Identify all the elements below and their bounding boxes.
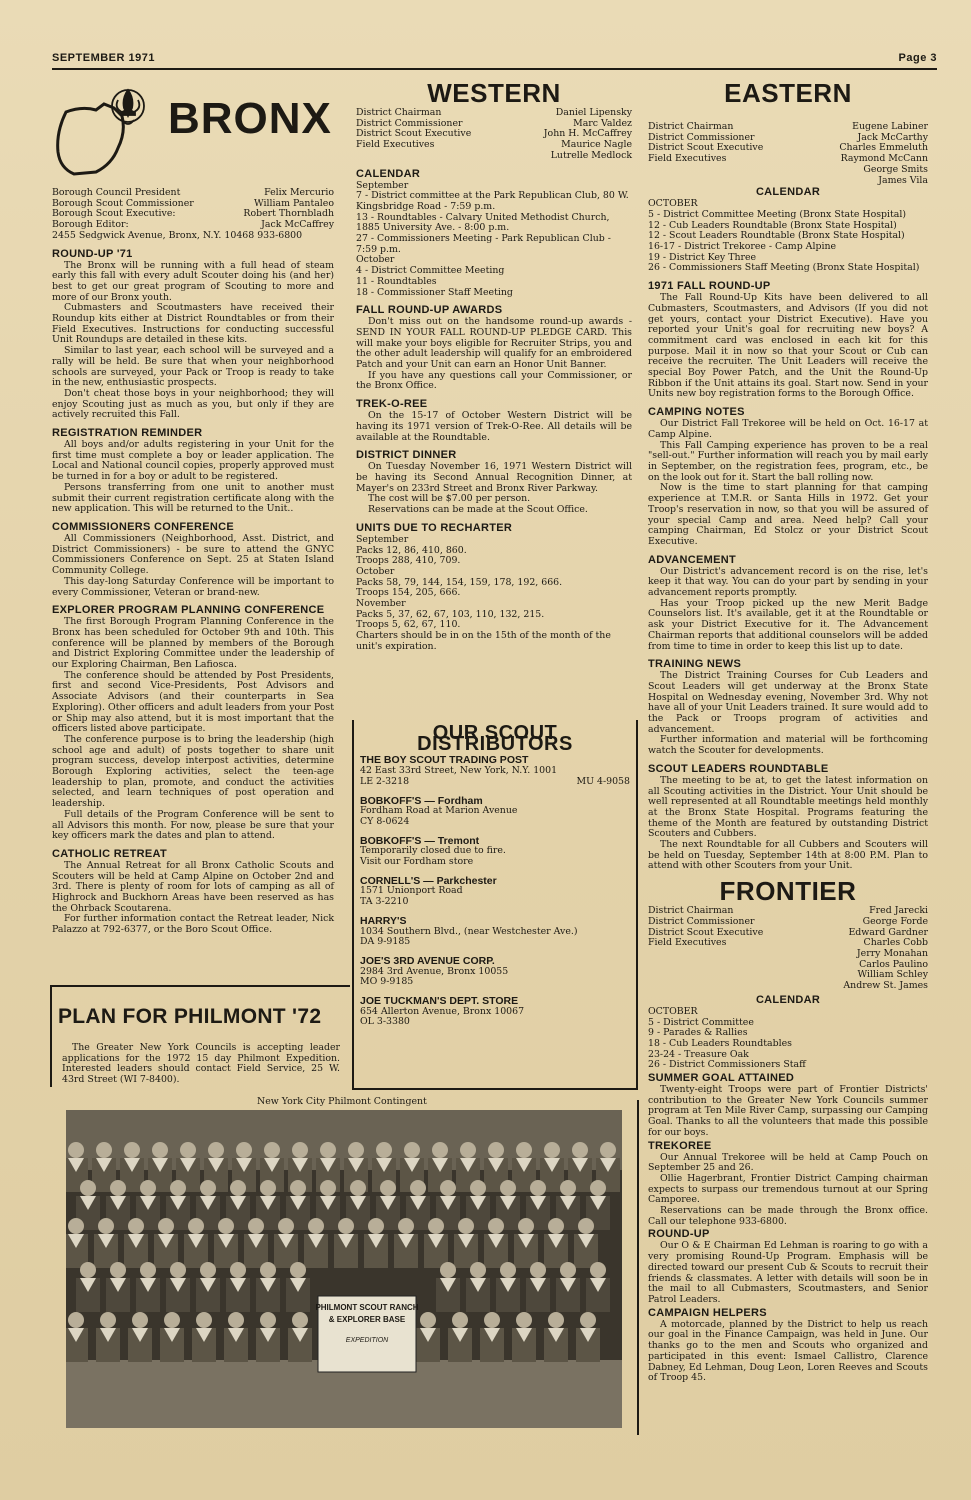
- explorer-paragraph: The conference purpose is to bring the leadership (high school age and adult) of posts together to share unit program success, develop interpost activities, determine Borough Exploring activities, select the teen-age leadership to plan, promote, and conduct the activities selected, and learn techniques of post operation and leadership.: [52, 733, 334, 810]
- trekoree-paragraph: On the 15-17 of October Western District will be having its 1971 version of Trek-O-Ree. All details will be available at the Roundtable.: [356, 410, 632, 443]
- officer-row: Borough Council President Felix Mercurio: [52, 187, 334, 198]
- camping-paragraph: Now is the time to start planning for that camping experience at T.M.R. or Santa Hills in 1972. Get your Troop's reservation in now, so that you will be assured of your special Camp and area. Need help? Call your camping Chairman, Ed Stolcz or your District Scout Executive.: [648, 482, 928, 547]
- explorer-paragraph: The first Borough Program Planning Conference in the Bronx has been scheduled for October 9th and 10th. This conference will be planned by members of the Borough and District Exploring Committee under the leadership of our Exploring Chairman, Ben Lafiosca.: [52, 616, 334, 671]
- frontier-roundup-paragraph: Our O & E Chairman Ed Lehman is roaring to go with a very promising Round-Up Program. Emphasis will be directed toward our present Cub & Scouts to recruit their friends & classmates. A letter with details will soon be in the mail to all Cubmasters, Scoutmasters, and Senior Patrol Leaders.: [648, 1240, 928, 1305]
- campaign-helpers-paragraph: A motorcade, planned by the District to help us reach our goal in the Finance Campaign, was held in June. Our thanks go to the men and Scouts who organized and participated in this event: Ismael Callistro, Clarence Dabney, Ed Lehman, Doug Leon, Loren Reeves and Scouts of Troop 45.: [648, 1318, 928, 1384]
- store-entry: JOE TUCKMAN'S DEPT. STORE 654 Allerton Avenue, Bronx 10067 OL 3-3380: [360, 995, 525, 1028]
- bronx-column: [52, 78, 334, 936]
- campaign-helpers-heading: CAMPAIGN HELPERS: [648, 1306, 767, 1319]
- dinner-paragraph: The cost will be $7.00 per person.: [368, 493, 531, 505]
- district-dinner-heading: DISTRICT DINNER: [356, 449, 457, 462]
- western-calendar-heading: CALENDAR: [356, 167, 421, 180]
- store-entry: THE BOY SCOUT TRADING POST 42 East 33rd Street, New York, N.Y. 1001 LE 2-3218 MU 4-9058: [360, 754, 630, 787]
- advancement-heading: ADVANCEMENT: [648, 553, 737, 566]
- roundup-paragraph: Don't cheat those boys in your neighborhood; they will enjoy Scouting just as much as you, but only if they are actively recruited this Fall.: [52, 387, 334, 421]
- camping-paragraph: This Fall Camping experience has proven to be a real "sell-out." Further information will reach you by mail early in September, on the registration fees, program, etc., be on the look out for it. Start the ball rolling now.: [648, 439, 928, 483]
- bronx-officers: [52, 188, 334, 242]
- roundtable-heading: SCOUT LEADERS ROUNDTABLE: [648, 762, 829, 775]
- philmont-text: The Greater New York Councils is accepting leader applications for the 1972 15 day Philmont Expedition. Interested leaders should contact Field Service, 25 W. 43rd Street (WI 7-8400).: [62, 1042, 340, 1086]
- group-photo: [66, 1110, 622, 1428]
- roundup-paragraph: The Bronx will be running with a full head of steam early this fall with every adult Scouter doing his (and her) best to get our great program of Scouting to more and more of our Bronx youth.: [52, 259, 334, 303]
- roundtable-paragraph: The meeting to be at, to get the latest information on all Scouting activities in the District. Your Unit should be well represented at all Roundtable meetings held monthly at the Bronx State Hospital. Programs featuring the theme of the Month are featured by outstanding District Scouters and Cubbers.: [648, 774, 928, 840]
- eastern-calendar-heading: CALENDAR: [755, 186, 821, 199]
- store-entry: JOE'S 3RD AVENUE CORP. 2984 3rd Avenue, Bronx 10055 MO 9-9185: [360, 954, 509, 988]
- advancement-paragraph: Has your Troop picked up the new Merit Badge Counselors list. It's available, get it at the Roundtable or ask your District Executive for it. The Advancement Chairman reports that additional counselors will be added from time to time in order to keep this list up to date.: [648, 597, 928, 652]
- commissioners-paragraph: All Commissioners (Neighborhood, Asst. District, and District Commissioners) - be sure to attend the GNYC Commissioners Conference on Sept. 25 at Staten Island Community College.: [52, 532, 334, 577]
- sign-line-2: & EXPLORER BASE: [328, 1315, 406, 1324]
- frontier-trekoree-heading: TREKOREE: [648, 1139, 712, 1152]
- registration-paragraph: Persons transferring from one unit to another must submit their current registration certificate along with the new application. This will be returned to the Unit..: [52, 481, 334, 515]
- frontier-trekoree-paragraph: Ollie Hagerbrant, Frontier District Camping chairman expects to surpass our tremendous turnout at our Spring Camporee.: [648, 1172, 928, 1206]
- registration-paragraph: All boys and/or adults registering in your Unit for the first time must complete a boy or leader application. The Local and National council copies, properly approved must be turned in for a boy or adult to be registered.: [52, 439, 334, 483]
- eastern-roundup-paragraph: The Fall Round-Up Kits have been delivered to all Cubmasters, Scoutmasters, and Advisors (If you did not get yours, contact your District Executive). Have you reported your Unit's goal for recruiting new boys? A commitment card was enclosed in each kit for this purpose. Mail it in now so that your Scout or Cub can receive the recruiter. The Unit Leaders will receive the special Boy Power Patch, and the Unit the Round-Up Ribbon if the Unit attains its goal. Start now. Send in your Units new boy registration forms to the Borough Office.: [648, 292, 928, 400]
- column-rule: [637, 1100, 639, 1435]
- page-header: [52, 52, 937, 70]
- frontier-roster: District Chairman District Commissioner District Scout Executive Field Executives Fred Jarecki George Forde Edward Gardner Charles Cobb Jerry Monahan Carlos Paulino William Schley Andrew St. James: [648, 905, 928, 992]
- bronx-title: BRONX: [168, 94, 332, 143]
- officer-row: Borough Editor: Jack McCaffrey: [52, 219, 334, 231]
- roundup-paragraph: Cubmasters and Scoutmasters have received their Roundup kits either at District Roundtables or from their Field Executives. Instructions for conducting successful Unit Roundups are detailed in these kits.: [52, 302, 334, 346]
- page-number: Page 3: [898, 52, 937, 64]
- frontier-roundup-heading: ROUND-UP: [648, 1228, 710, 1241]
- store-entry: HARRY'S 1034 Southern Blvd., (near Westchester Ave.) DA 9-9185: [360, 914, 578, 948]
- bronx-masthead: [52, 78, 334, 188]
- roundup-paragraph: Similar to last year, each school will be surveyed and a rally will be held. Be sure that when your neighborhood schools are surveyed, your Pack or Troop is ready to take in the new, enthusiastic prospects.: [52, 345, 334, 389]
- fall-awards-paragraph: If you have any questions call your Commissioner, or the Bronx Office.: [356, 369, 632, 392]
- photo-caption: New York City Philmont Contingent: [257, 1096, 427, 1107]
- training-paragraph: The District Training Courses for Cub Leaders and Scout Leaders will get underway at the Bronx State Hospital on Wednesday evening, November 3rd. Why not have all of your Unit Leaders trained. It sure would add to the Pack or Troops program of activities and advancement.: [648, 670, 928, 735]
- eastern-calendar: OCTOBER 5 - District Committee Meeting (Bronx State Hospital) 12 - Cub Leaders Roundtable (Bronx State Hospital) 12 - Scout Leaders Roundtable (Bronx State Hospital) 16-17 - District Trekoree - Camp Alpine 19 - District Key Three 26 - Commissioners Staff Meeting (Bronx State Hospital): [648, 198, 920, 274]
- frontier-calendar-heading: CALENDAR: [755, 993, 821, 1006]
- distributors-box: [352, 720, 638, 1090]
- explorer-paragraph: The conference should be attended by Post Presidents, first and second Vice-Presidents, Post Advisors and Associate Advisors (and their counterparts in Sea Exploring). Other officers and adult leaders from your Post or Ship may also attend, but it is most important that the officers listed above participate.: [52, 669, 334, 735]
- trekoree-heading: TREK-O-REE: [356, 398, 428, 411]
- roundup-heading: ROUND-UP '71: [52, 247, 133, 260]
- catholic-paragraph: For further information contact the Retreat leader, Nick Palazzo at 792-6377, or the Boro Scout Office.: [52, 913, 334, 936]
- frontier-calendar: OCTOBER 5 - District Committee 9 - Parades & Rallies 18 - Cub Leaders Roundtables 23-24 - Treasure Oak 26 - District Commissioners Staff: [648, 1005, 806, 1071]
- training-heading: TRAINING NEWS: [648, 658, 742, 671]
- advancement-paragraph: Our District's advancement record is on the rise, let's keep it that way. You can do your part by sending in your advancement reports promptly.: [648, 565, 928, 599]
- officer-row: Borough Scout Commissioner William Pantaleo: [52, 197, 334, 209]
- recharter-heading: UNITS DUE TO RECHARTER: [356, 521, 513, 534]
- bronx-map-fleur-de-lis-icon: [52, 82, 162, 182]
- commissioners-heading: COMMISSIONERS CONFERENCE: [52, 520, 234, 533]
- western-column: [356, 78, 632, 653]
- camping-heading: CAMPING NOTES: [648, 406, 745, 419]
- recharter-list: September Packs 12, 86, 410, 860. Troops 288, 410, 709. October Packs 58, 79, 144, 154, 159, 178, 192, 666. Troops 154, 205, 666. November Packs 5, 37, 62, 67, 103, 110, 132, 215. Troops 5, 62, 67, 110. Charters should be in on the 15th of the month of the unit's expiration.: [356, 533, 611, 652]
- dinner-paragraph: Reservations can be made at the Scout Office.: [368, 504, 588, 516]
- group-photo-image: [66, 1110, 622, 1428]
- issue-date: SEPTEMBER 1971: [52, 52, 155, 64]
- catholic-paragraph: The Annual Retreat for all Bronx Catholic Scouts and Scouters will be held at Camp Alpine on October 2nd and 3rd. There is plenty of room for lots of camping as all of Highrock and Buckhorn Areas have been reserved as has the Ohrback Scoutarena.: [52, 859, 334, 914]
- eastern-title: EASTERN: [724, 78, 852, 108]
- eastern-roundup-heading: 1971 FALL ROUND-UP: [648, 280, 771, 293]
- commissioners-paragraph: This day-long Saturday Conference will be important to every Commissioner, Veteran or brand-new.: [52, 575, 334, 598]
- bronx-address: 2455 Sedgwick Avenue, Bronx, N.Y. 10468 933-6800: [52, 229, 303, 241]
- registration-heading: REGISTRATION REMINDER: [52, 427, 203, 440]
- frontier-trekoree-paragraph: Reservations can be made through the Bronx office. Call our telephone 933-6800.: [648, 1205, 928, 1227]
- eastern-roster: District Chairman District Commissioner District Scout Executive Field Executives Eugene Labiner Jack McCarthy Charles Emmeluth Raymond McCann George Smits James Vila: [648, 121, 928, 186]
- western-roster: District Chairman District Commissioner District Scout Executive Field Executives Daniel Lipensky Marc Valdez John H. McCaffrey Maurice Nagle Lutrelle Medlock: [356, 107, 632, 161]
- store-entry: BOBKOFF'S — Tremont Temporarily closed due to fire. Visit our Fordham store: [360, 834, 506, 868]
- camping-paragraph: Our District Fall Trekoree will be held on Oct. 16-17 at Camp Alpine.: [648, 418, 928, 440]
- officer-row: Borough Scout Executive: Robert Thornbladh: [52, 208, 334, 220]
- explorer-heading: EXPLORER PROGRAM PLANNING CONFERENCE: [52, 604, 325, 617]
- fall-awards-paragraph: Don't miss out on the handsome round-up awards - SEND IN YOUR FALL ROUND-UP PLEDGE CARD. This will make your boys eligible for Recruiter Strips, you and the other adult leadership will qualify for an embroidered Patch and your Unit can earn an Honor Unit Banner.: [356, 316, 632, 371]
- distributors-title: OUR SCOUT DISTRIBUTORS: [417, 722, 573, 755]
- training-paragraph: Further information and material will be forthcoming watch the Scouter for developments.: [648, 734, 928, 757]
- dinner-paragraph: On Tuesday November 16, 1971 Western District will be having its Second Annual Recognition Dinner, at Mayer's on 233rd Street and Bronx River Parkway.: [356, 461, 632, 494]
- explorer-paragraph: Full details of the Program Conference will be sent to all Advisors this month. For now, please be sure that your key officers mark the dates and plan to attend.: [52, 808, 334, 842]
- sign-line-1: PHILMONT SCOUT RANCH: [315, 1303, 419, 1312]
- sign-line-3: EXPEDITION: [345, 1337, 389, 1344]
- eastern-frontier-column: [648, 78, 928, 1384]
- frontier-trekoree-paragraph: Our Annual Trekoree will be held at Camp Pouch on September 25 and 26.: [648, 1151, 928, 1174]
- store-entry: CORNELL'S — Parkchester 1571 Unionport Road TA 3-2210: [360, 874, 497, 908]
- catholic-heading: CATHOLIC RETREAT: [52, 847, 167, 860]
- philmont-title: PLAN FOR PHILMONT '72: [58, 1005, 322, 1028]
- western-title: WESTERN: [427, 78, 561, 108]
- fall-awards-heading: FALL ROUND-UP AWARDS: [356, 304, 503, 317]
- western-calendar: September 7 - District committee at the Park Republican Club, 80 W. Kingsbridge Road - 7:59 p.m. 13 - Roundtables - Calvary United Methodist Church, 1885 University Ave. - 8:00 p.m. 27 - Commissioners Meeting - Park Republican Club - 7:59 p.m. October 4 - District Committee Meeting 11 - Roundtables 18 - Commissioner Staff Meeting: [356, 179, 629, 298]
- store-entry: BOBKOFF'S — Fordham Fordham Road at Marion Avenue CY 8-0624: [360, 794, 518, 827]
- frontier-title: FRONTIER: [719, 876, 857, 907]
- roundtable-paragraph: The next Roundtable for all Cubbers and Scouters will be held on Tuesday, September 14th at 8:00 P.M. Plan to attend with other Scouters from your Unit.: [648, 839, 928, 872]
- philmont-box: [50, 985, 350, 1087]
- summer-goal-paragraph: Twenty-eight Troops were part of Frontier Districts' contribution to the Greater New York Councils summer program at Ten Mile River Camp, surpassing our Camping Goal. Thanks to all the volunteers that made this possible for our boys.: [648, 1084, 928, 1138]
- summer-goal-heading: SUMMER GOAL ATTAINED: [648, 1072, 795, 1085]
